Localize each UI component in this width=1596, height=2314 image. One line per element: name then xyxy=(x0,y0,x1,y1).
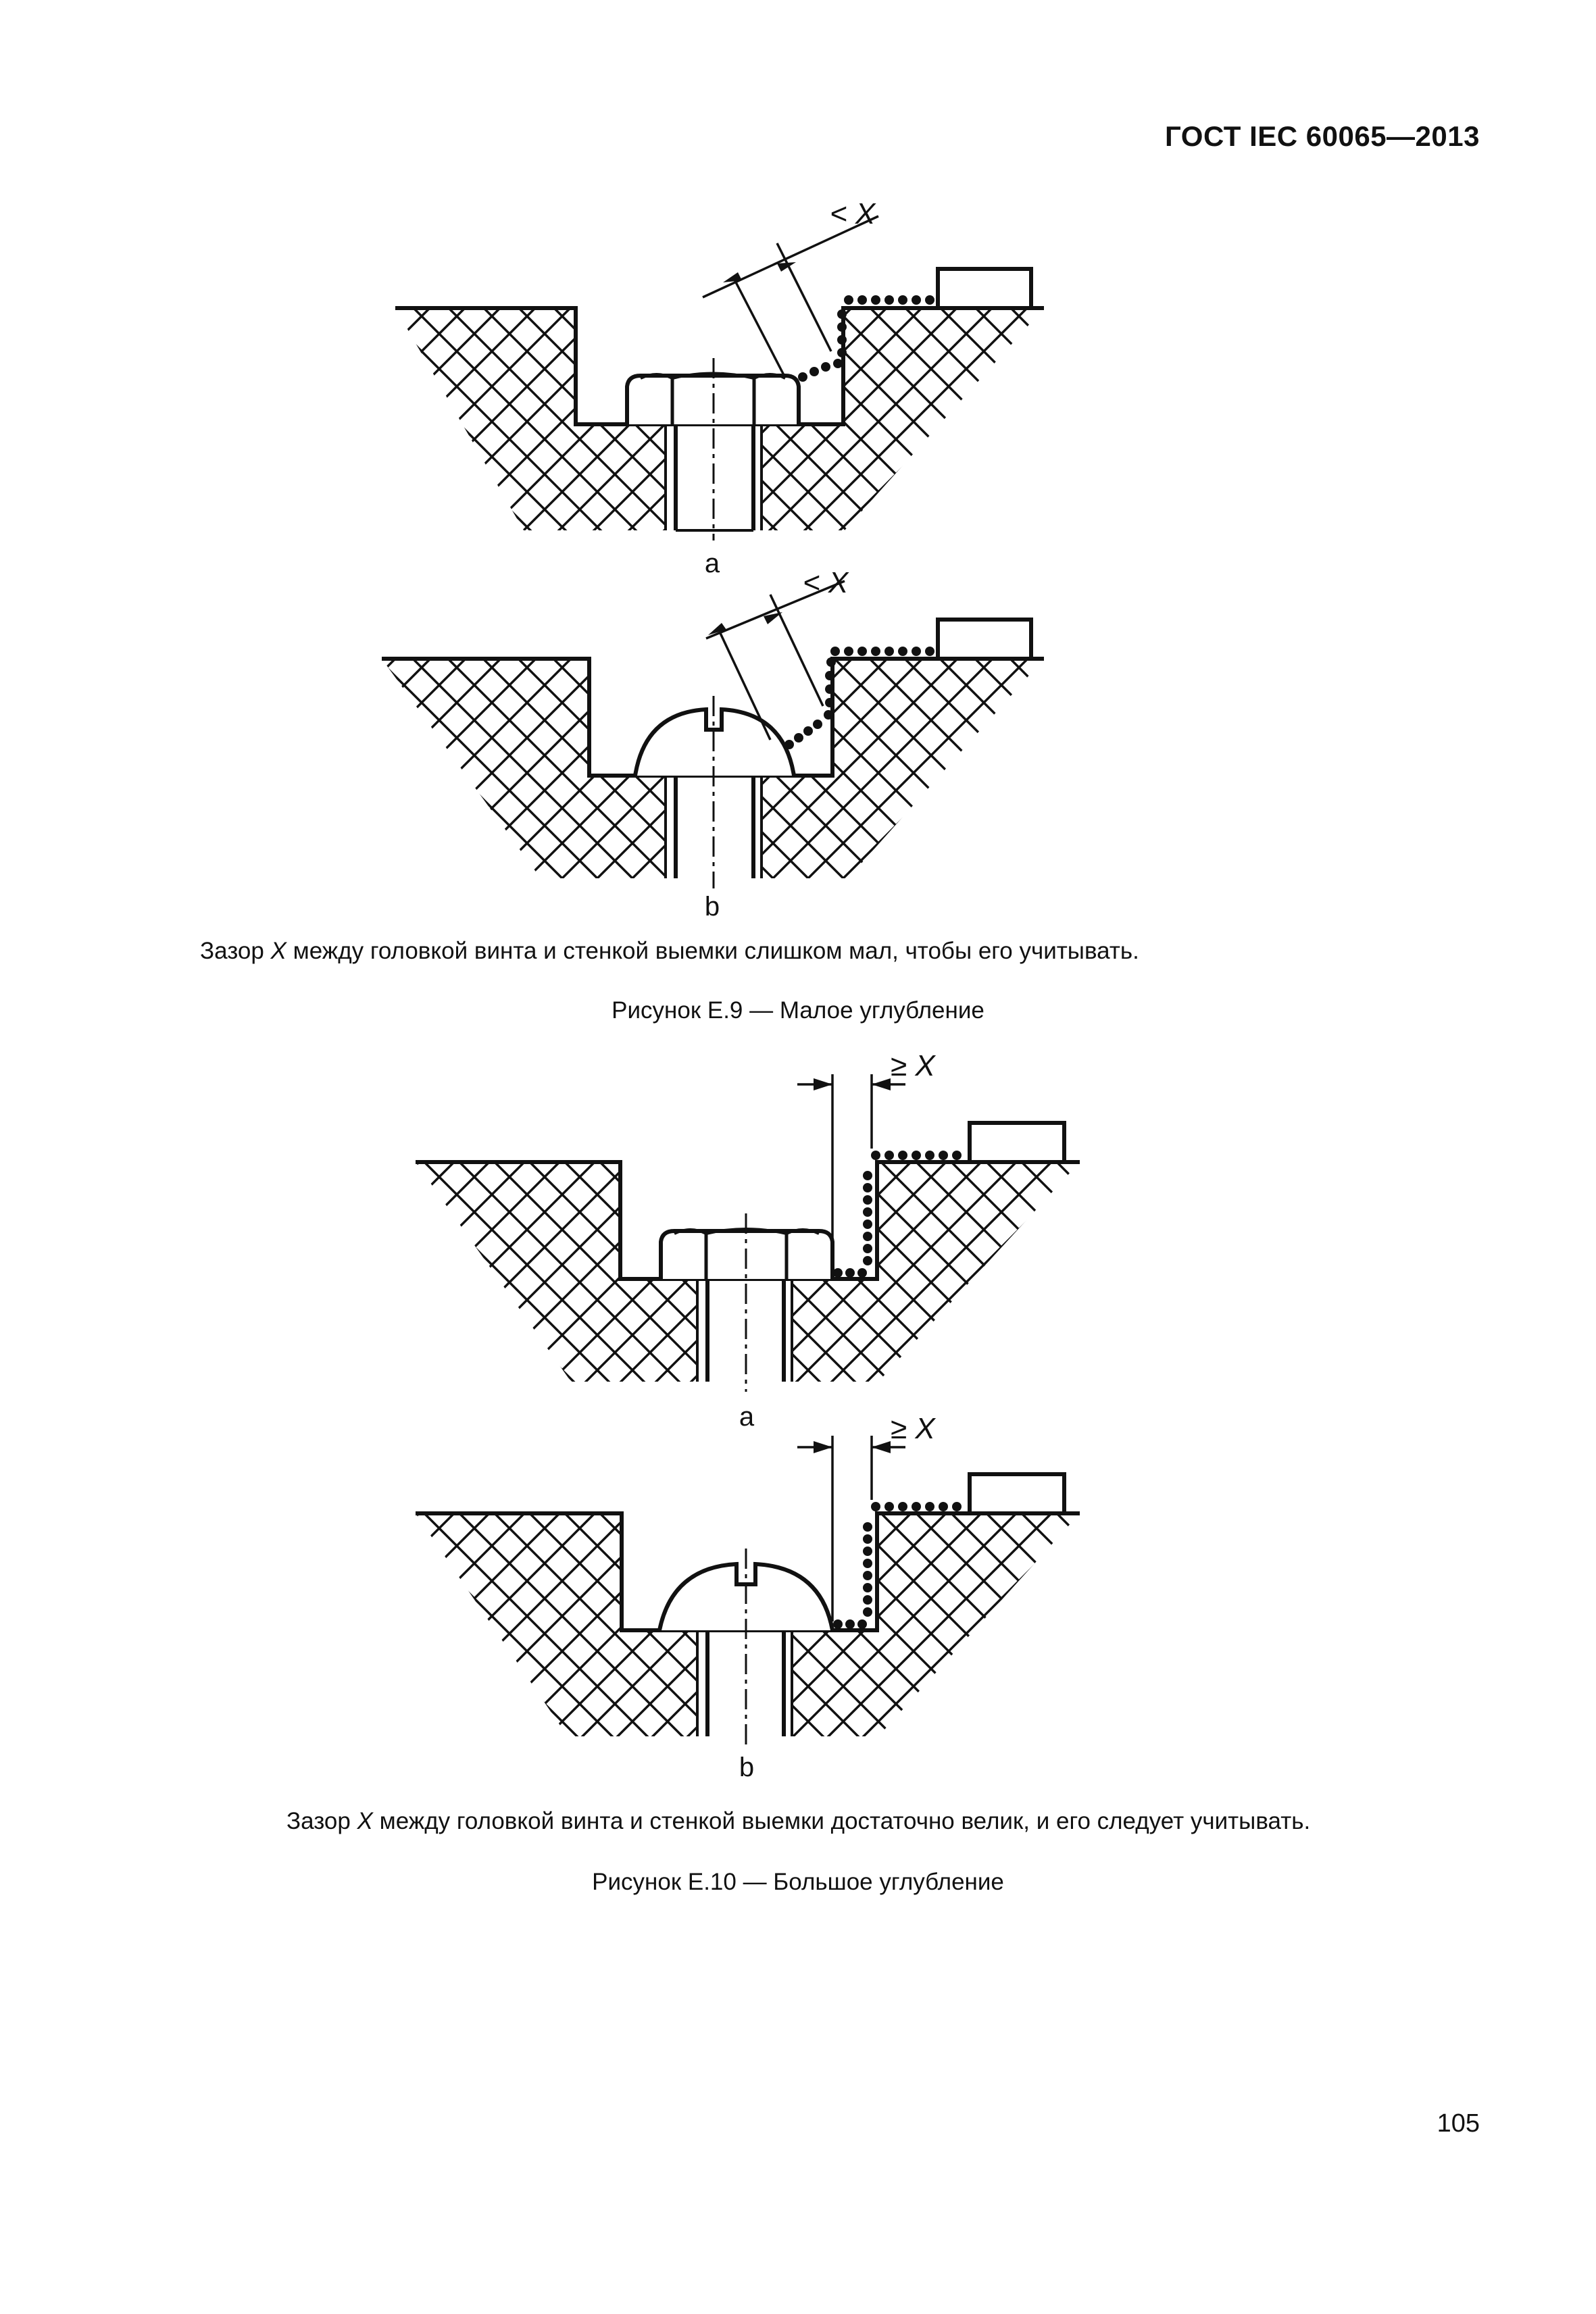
figure-e10-a-dimension: ≥ X xyxy=(891,1049,935,1082)
figure-e10-b-drawing xyxy=(416,1436,1080,1746)
figure-e9-a-drawing xyxy=(395,216,1044,540)
figure-e9-title: Рисунок Е.9 — Малое углубление xyxy=(612,997,984,1024)
figure-e9-b-label: b xyxy=(704,892,720,922)
figure-e10-b-label: b xyxy=(739,1753,755,1782)
figure-e9-note-var: X xyxy=(270,938,286,964)
figure-e9-note xyxy=(200,938,1551,965)
figure-e9-b-drawing xyxy=(382,581,1044,888)
figure-e10-title: Рисунок Е.10 — Большое углубление xyxy=(592,1869,1004,1895)
figure-e10-a-label: a xyxy=(739,1402,755,1432)
figure-e10-note xyxy=(286,1808,1570,1835)
figure-e9-a-label: a xyxy=(704,549,720,578)
figure-e10-a-drawing xyxy=(416,1074,1080,1392)
figure-e9-b-dimension: < X xyxy=(803,566,849,599)
standard-header: ГОСТ IEC 60065—2013 xyxy=(1165,120,1480,152)
figure-e9-a-dimension: < X xyxy=(830,197,876,230)
figure-e10-note-suffix: между головкой винта и стенкой выемки достаточно велик, и его следует учитывать. xyxy=(379,1808,1311,1834)
figure-e10-b-dimension: ≥ X xyxy=(891,1412,935,1445)
figure-e9-note-suffix: между головкой винта и стенкой выемки слишком мал, чтобы его учитывать. xyxy=(293,938,1139,964)
page-number: 105 xyxy=(1437,2109,1480,2138)
figure-e9-note-prefix: Зазор xyxy=(200,938,264,964)
figure-e10-note-var: X xyxy=(357,1808,373,1834)
figure-e10-note-prefix: Зазор xyxy=(286,1808,351,1834)
